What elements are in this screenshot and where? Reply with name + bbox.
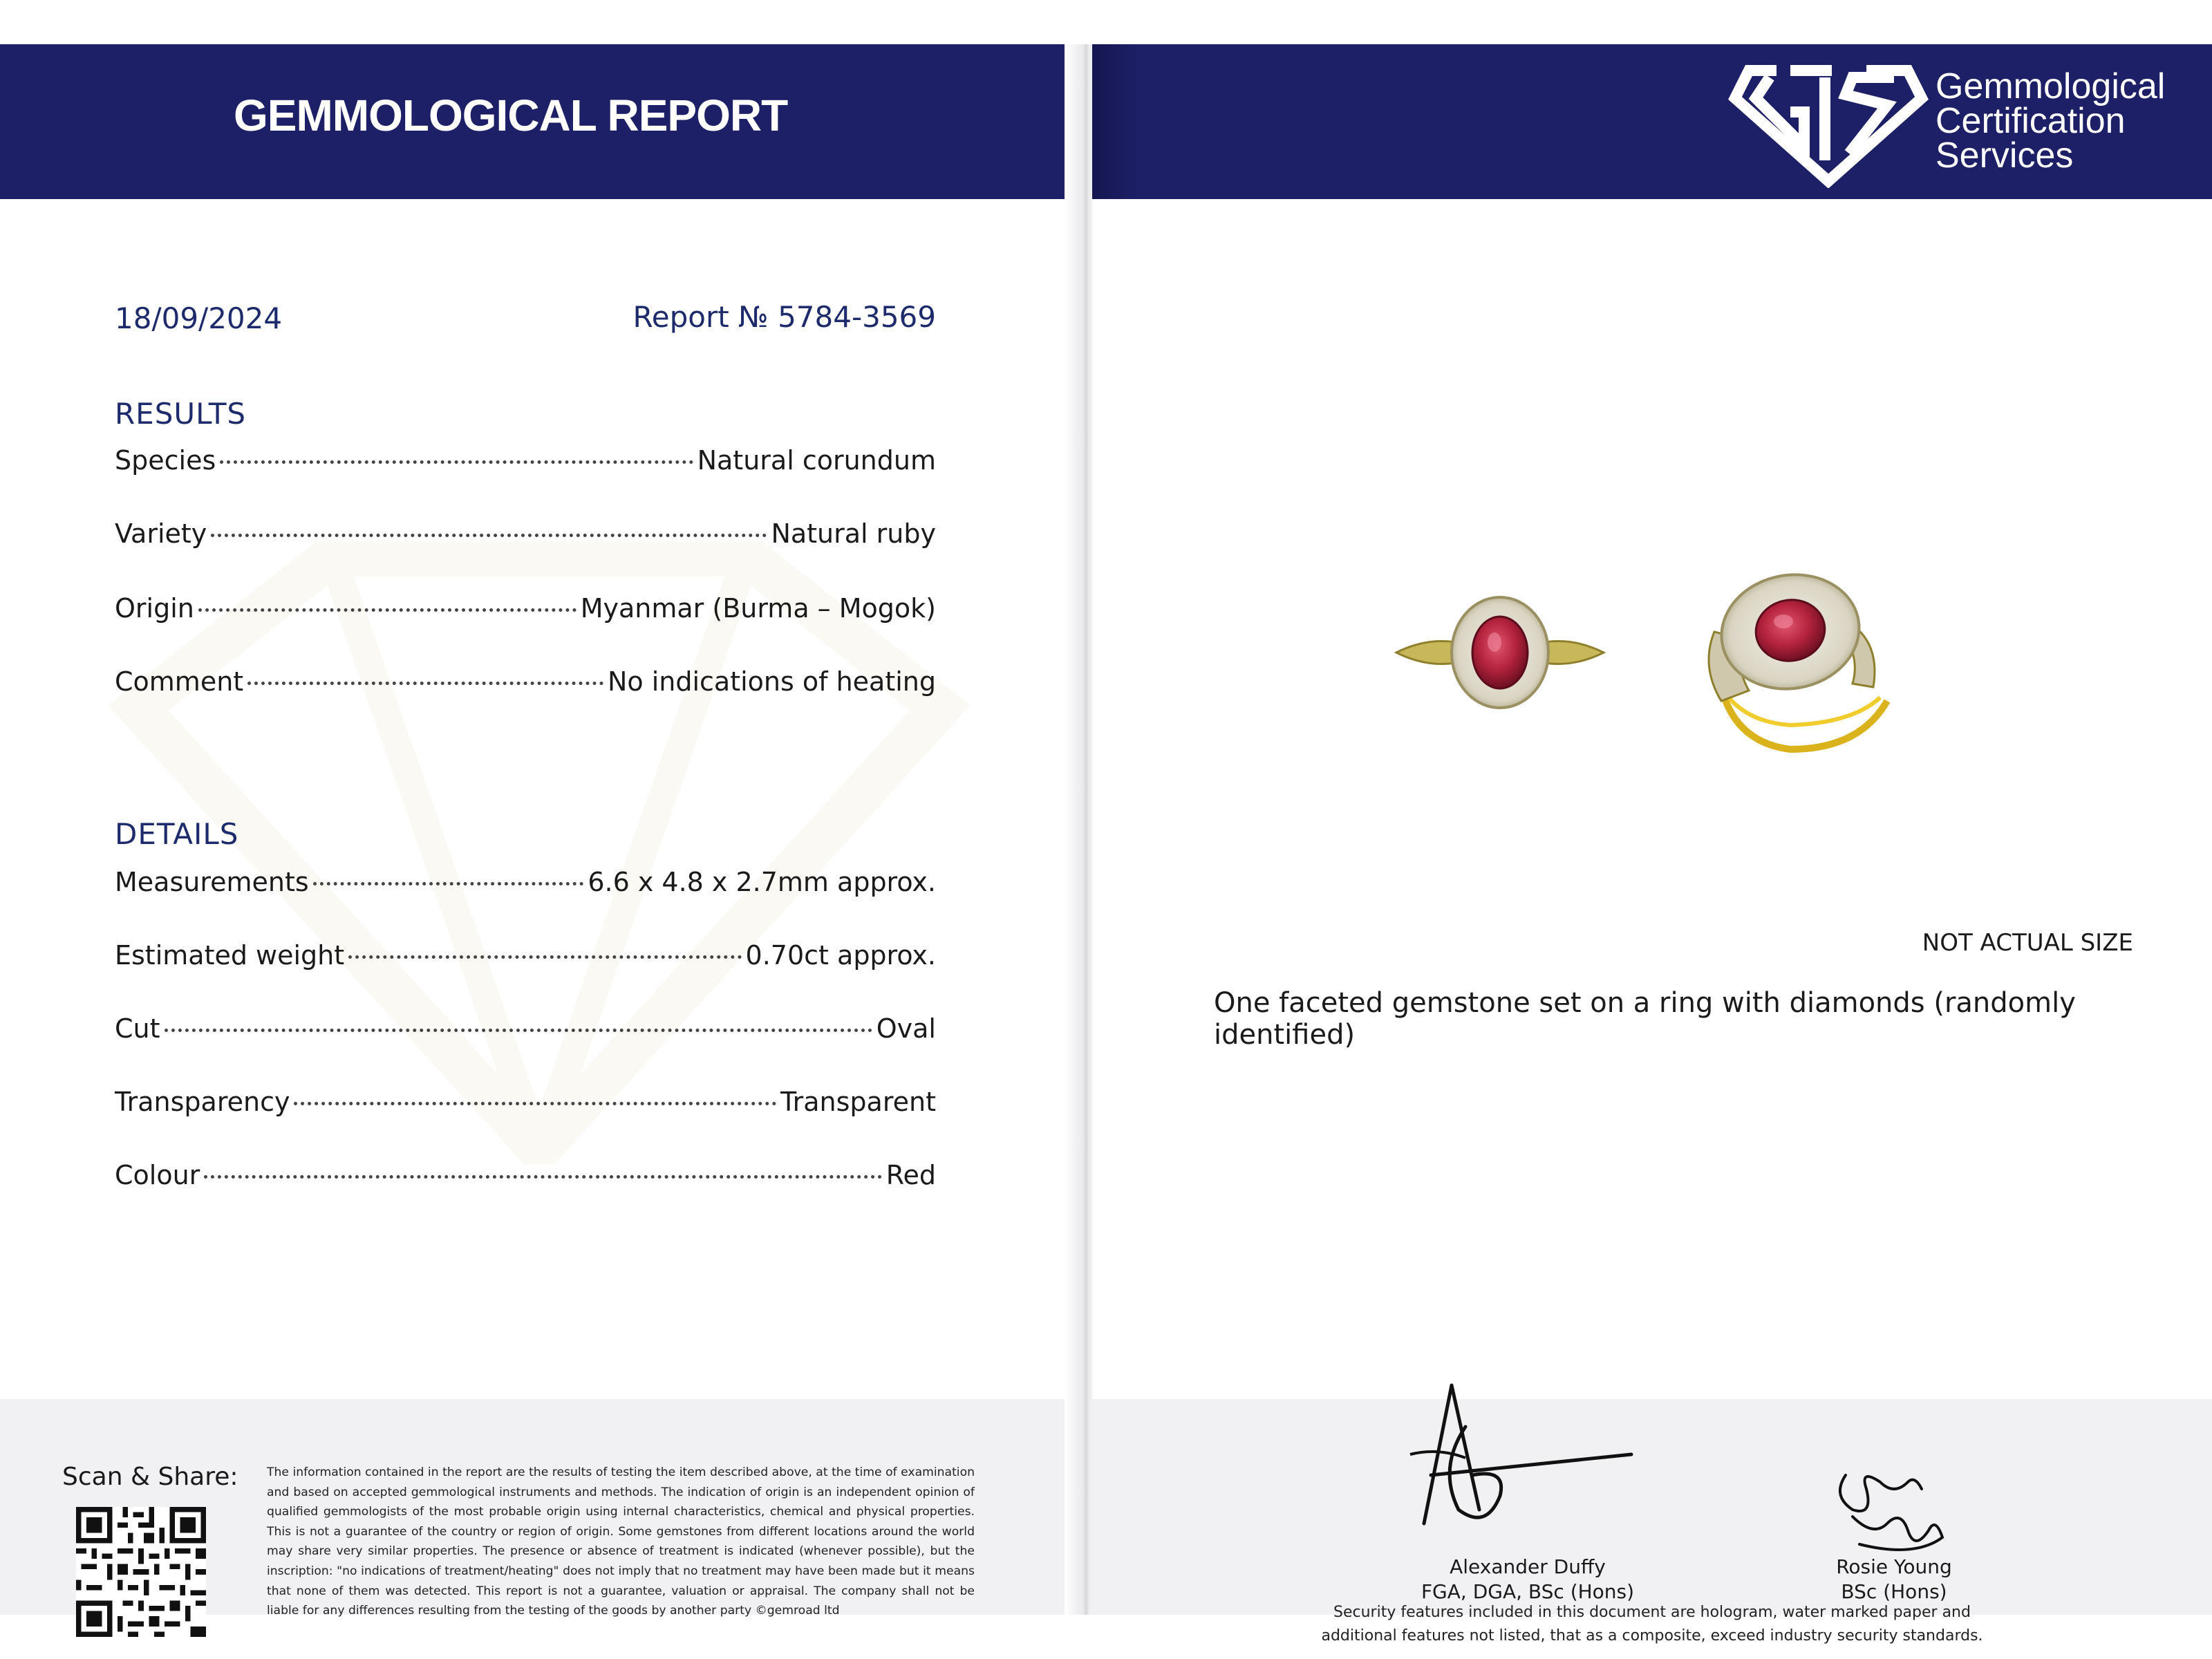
leader-dots	[313, 882, 584, 885]
row-label: Transparency	[115, 1087, 290, 1117]
signature-rosie-young	[1804, 1454, 1970, 1565]
row-value: 6.6 x 4.8 x 2.7mm approx.	[588, 867, 936, 897]
signature-alexander-duffy	[1396, 1371, 1659, 1551]
security-note: Security features included in this document are hologram, water marked paper and additional features not listed, that as a composite, exceed industry security standards.	[1321, 1604, 1983, 1644]
leader-dots	[204, 1175, 882, 1179]
ring-top-view	[1396, 597, 1604, 708]
results-heading: RESULTS	[115, 397, 247, 431]
right-page	[1092, 44, 2212, 1644]
report-number: Report № 5784-3569	[632, 300, 936, 334]
gcs-logo-icon	[1728, 57, 1929, 188]
header-band-right	[1092, 44, 2212, 199]
row-label: Colour	[115, 1160, 200, 1190]
row-label: Species	[115, 445, 216, 476]
row-label: Origin	[115, 593, 194, 624]
leader-dots	[247, 682, 603, 685]
brand-line: Services	[1936, 135, 2074, 176]
row-label: Measurements	[115, 867, 309, 897]
signatory-credentials: FGA, DGA, BSc (Hons)	[1421, 1580, 1635, 1603]
row-value: Myanmar (Burma – Mogok)	[580, 593, 936, 624]
ring-photo	[1376, 542, 1915, 763]
leader-dots	[165, 1029, 872, 1032]
photo-caption: One faceted gemstone set on a ring with diamonds (randomly identified)	[1214, 987, 2076, 1051]
leader-dots	[294, 1102, 776, 1105]
leader-dots	[211, 534, 767, 537]
disclaimer-text: The information contained in the report are the results of testing the item described above, at the time of examination and based on accepted gemmological instruments and methods. The indication of origin is an independent opinion of qualified gemmologists of the most probable origin using internal characteristics, chemical and physical properties. This is not a guarantee of the country or region of origin. Some gemstones from different locations around the world may share very similar properties. The presence or absence of treatment is indicated (whenever possible), but the inscription: "no indications of treatment/heating" does not imply that no treatment may have been made but it means that none of them was detected. This report is not a guarantee, valuation or appraisal. The company shall not be liable for any differences resulting from the testing of the goods by another party ©gemroad ltd	[267, 1465, 975, 1618]
result-row-comment	[115, 666, 936, 697]
brand-line: Gemmological	[1936, 66, 2166, 106]
report-date: 18/09/2024	[115, 301, 283, 335]
row-value: Oval	[876, 1013, 936, 1044]
row-value: No indications of heating	[607, 666, 936, 697]
scan-share-label: Scan & Share:	[62, 1463, 238, 1491]
detail-row-estimated-weight	[115, 940, 936, 971]
header-band-left	[0, 44, 1089, 199]
detail-row-measurements	[115, 867, 936, 897]
qr-code-icon[interactable]	[76, 1507, 206, 1637]
leader-dots	[220, 460, 693, 464]
row-value: Natural corundum	[697, 445, 936, 476]
leader-dots	[198, 608, 577, 612]
ring-angled-view	[1709, 564, 1887, 749]
row-label: Comment	[115, 666, 244, 697]
report-title: GEMMOLOGICAL REPORT	[234, 91, 788, 140]
row-value: 0.70ct approx.	[745, 940, 936, 971]
brand-line: Certification	[1936, 101, 2126, 141]
row-value: Transparent	[780, 1087, 936, 1117]
row-value: Red	[885, 1160, 936, 1190]
signatory-name: Rosie Young	[1836, 1555, 1952, 1578]
row-label: Estimated weight	[115, 940, 345, 971]
signatory-credentials: BSc (Hons)	[1841, 1580, 1947, 1603]
result-row-species	[115, 445, 936, 476]
left-page	[0, 44, 1089, 1618]
brand-name	[1936, 66, 2166, 176]
leader-dots	[348, 955, 741, 959]
row-value: Natural ruby	[771, 518, 936, 549]
detail-row-cut	[115, 1013, 936, 1044]
not-actual-size-label: NOT ACTUAL SIZE	[1922, 929, 2133, 957]
row-label: Variety	[115, 518, 207, 549]
detail-row-colour	[115, 1160, 936, 1190]
detail-row-transparency	[115, 1087, 936, 1117]
watermark-logo-icon	[83, 542, 995, 1164]
result-row-origin	[115, 593, 936, 624]
result-row-variety	[115, 518, 936, 549]
row-label: Cut	[115, 1013, 160, 1044]
signatory-name: Alexander Duffy	[1450, 1555, 1606, 1578]
details-heading: DETAILS	[115, 817, 239, 851]
